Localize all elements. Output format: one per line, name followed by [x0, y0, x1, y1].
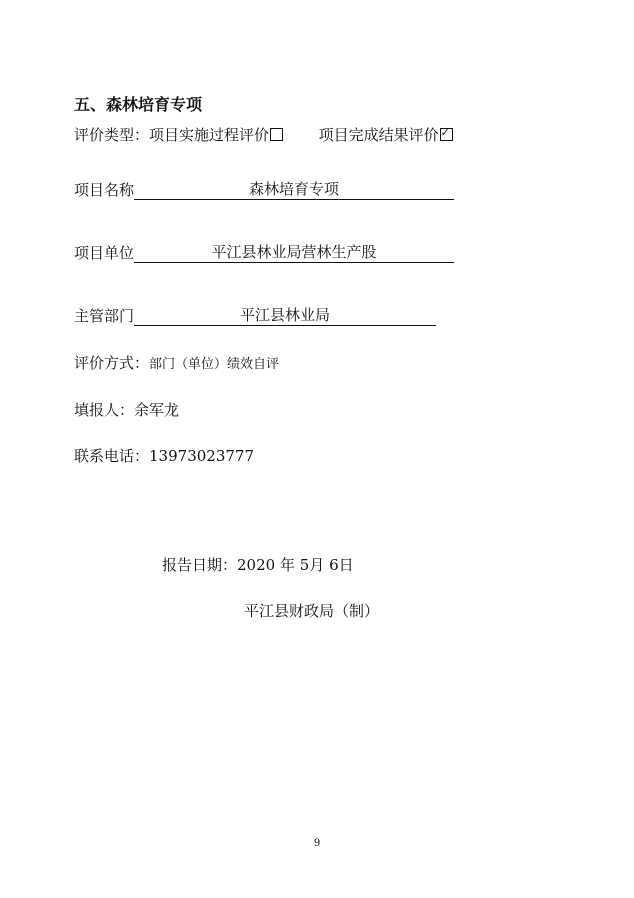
project-unit-value: 平江县林业局营林生产股 [134, 243, 454, 263]
department-label: 主管部门 [74, 307, 135, 325]
phone-label: 联系电话： [74, 447, 150, 465]
eval-type-label: 评价类型： [74, 126, 150, 144]
phone-value: 13973023777 [149, 447, 254, 465]
check-icon: ✓ [440, 126, 450, 139]
report-date-label: 报告日期： [162, 556, 238, 574]
report-day: 6 [329, 556, 339, 574]
project-unit-label: 项目单位 [74, 244, 135, 262]
eval-method-label: 评价方式： [74, 354, 150, 372]
eval-type-option-result: 项目完成结果评价 [318, 126, 439, 144]
department-row [74, 305, 436, 326]
eval-type-option-process: 项目实施过程评价 [149, 126, 270, 144]
department-value: 平江县林业局 [134, 306, 436, 326]
project-name-value: 森林培育专项 [134, 180, 454, 200]
page-number: 9 [313, 838, 321, 849]
reporter-value: 余军龙 [134, 401, 180, 419]
eval-method-value: 部门（单位）绩效自评 [149, 357, 280, 372]
reporter-row [74, 399, 179, 420]
report-date-row [162, 554, 354, 575]
issuer: 平江县财政局（制） [244, 602, 380, 620]
report-day-unit: 日 [338, 556, 354, 574]
report-year: 2020 [237, 556, 276, 574]
project-name-label: 项目名称 [74, 181, 135, 199]
eval-type-row [74, 124, 453, 145]
project-unit-row [74, 242, 454, 263]
eval-method-row [74, 352, 279, 373]
result-checkbox[interactable] [440, 128, 453, 141]
report-year-unit: 年 [279, 556, 295, 574]
report-month-unit: 月 [309, 556, 325, 574]
report-month: 5 [299, 556, 310, 574]
phone-row [74, 445, 254, 466]
process-checkbox[interactable] [270, 128, 283, 141]
project-name-row [74, 179, 454, 200]
reporter-label: 填报人： [74, 401, 135, 419]
section-heading: 五、森林培育专项 [74, 95, 203, 114]
